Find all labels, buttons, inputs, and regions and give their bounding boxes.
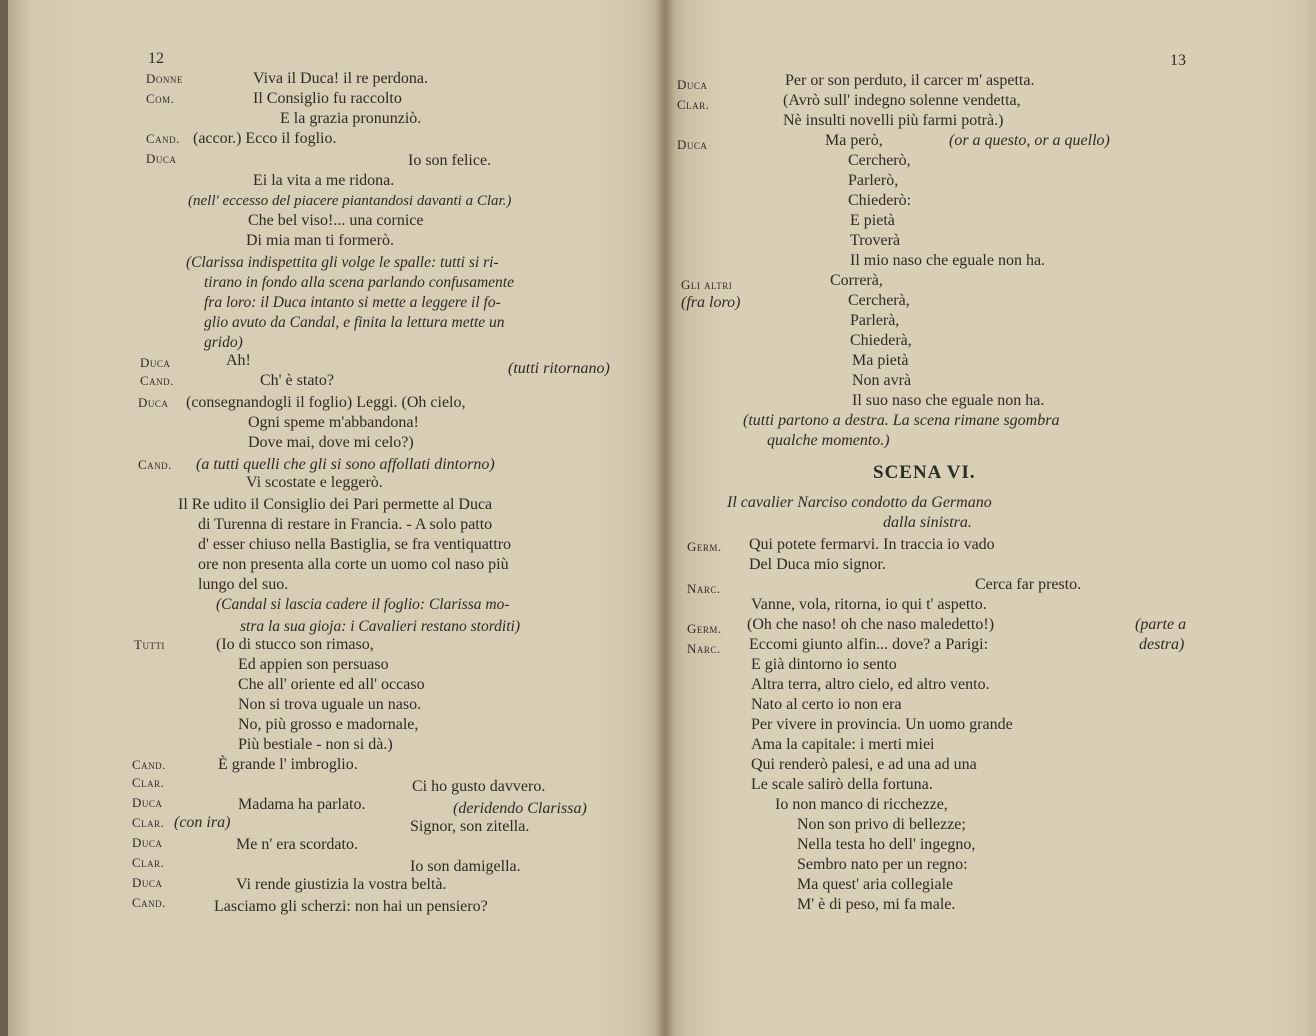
text-line: Parlerà,	[850, 312, 900, 329]
text-line: Che bel viso!... una cornice	[248, 212, 424, 229]
text-line: (consegnandogli il foglio) Leggi. (Oh cielo,	[186, 394, 466, 411]
speaker: Cand.	[132, 757, 166, 772]
speaker: Duca	[132, 835, 163, 850]
stage-direction: (con ira)	[174, 814, 231, 831]
stage-direction: (Candal si lascia cadere il foglio: Clarissa mo-	[216, 596, 510, 613]
scene-description: dalla sinistra.	[883, 514, 972, 531]
speaker: Clar.	[132, 855, 165, 870]
text-line: Ah!	[226, 352, 251, 369]
speaker: Cand.	[132, 895, 166, 910]
text-line: Parlerò,	[848, 172, 899, 189]
stage-direction: destra)	[1139, 636, 1185, 653]
text-line: E pietà	[850, 212, 895, 229]
speaker: Duca	[140, 355, 171, 370]
text-line: Qui renderò palesi, e ad una ad una	[751, 756, 977, 773]
speaker: Cand.	[138, 457, 172, 472]
text-line: Ma quest' aria collegiale	[797, 876, 954, 893]
text-line: Cercherò,	[848, 152, 911, 169]
speaker: Duca	[132, 875, 163, 890]
text-line: Per or son perduto, il carcer m' aspetta.	[785, 72, 1035, 89]
stage-direction: glio avuto da Candal, e finita la lettura mette un	[204, 314, 505, 331]
stage-direction: (parte a	[1135, 616, 1187, 633]
speaker: Duca	[146, 151, 177, 166]
text-line: Nè insulti novelli più farmi potrà.)	[783, 112, 1004, 129]
book-cover-edge	[0, 0, 8, 1036]
speaker: Narc.	[687, 641, 721, 656]
text-line: ore non presenta alla corte un uomo col naso più	[198, 556, 509, 573]
text-line: Ma pietà	[852, 352, 909, 369]
speaker: Tutti	[134, 637, 165, 652]
text-line: Vanne, vola, ritorna, io qui t' aspetto.	[751, 596, 987, 613]
text-line: Cerca far presto.	[975, 576, 1082, 593]
text-line: No, più grosso e madornale,	[238, 716, 419, 733]
stage-direction: (Clarissa indispettita gli volge le spalle: tutti si ri-	[186, 254, 499, 271]
speaker: Com.	[146, 91, 175, 106]
text-line: Nella testa ho dell' ingegno,	[797, 836, 976, 853]
text-line: Le scale salirò della fortuna.	[751, 776, 933, 793]
scene-description: Il cavalier Narciso condotto da Germano	[727, 494, 992, 511]
text-line: (Io di stucco son rimaso,	[216, 636, 374, 653]
stage-direction: (fra loro)	[681, 294, 741, 311]
text-line: Ogni speme m'abbandona!	[248, 414, 419, 431]
speaker: Clar.	[132, 815, 165, 830]
text-line: Ma però,	[825, 132, 883, 149]
left-page	[8, 0, 665, 1036]
text-line: Del Duca mio signor.	[749, 556, 886, 573]
text-line: Altra terra, altro cielo, ed altro vento.	[751, 676, 990, 693]
text-line: Ci ho gusto davvero.	[412, 778, 546, 795]
speaker: Clar.	[677, 97, 710, 112]
text-line: Cercherà,	[848, 292, 910, 309]
speaker: Duca	[132, 795, 163, 810]
text-line: Non avrà	[852, 372, 912, 389]
text-line: Chiederò:	[848, 192, 912, 209]
text-line: Il suo naso che eguale non ha.	[852, 392, 1045, 409]
text-line: Non son privo di bellezze;	[797, 816, 966, 833]
text-line: Sembro nato per un regno:	[797, 856, 968, 873]
text-line: Di mia man ti formerò.	[246, 232, 394, 249]
text-line: Ama la capitale: i merti miei	[751, 736, 935, 753]
stage-direction: (or a questo, or a quello)	[949, 132, 1110, 149]
page-number: 13	[1170, 52, 1186, 69]
text-line: Me n' era scordato.	[236, 836, 358, 853]
stage-direction: (nell' eccesso del piacere piantandosi davanti a Clar.)	[188, 193, 512, 209]
text-line: Per vivere in provincia. Un uomo grande	[751, 716, 1013, 733]
text-line: E già dintorno io sento	[751, 656, 897, 673]
right-page	[665, 0, 1316, 1036]
text-line: Ed appien son persuaso	[238, 656, 389, 673]
speaker: Gli altri	[681, 277, 733, 292]
text-line: Troverà	[850, 232, 901, 249]
text-line: (accor.) Ecco il foglio.	[193, 130, 337, 147]
text-line: Io son damigella.	[410, 858, 521, 875]
text-line: d' esser chiuso nella Bastiglia, se fra ventiquattro	[198, 536, 512, 553]
text-line: Lasciamo gli scherzi: non hai un pensiero?	[214, 898, 488, 915]
stage-direction: fra loro: il Duca intanto si mette a leggere il fo-	[204, 294, 501, 311]
stage-direction: (deridendo Clarissa)	[453, 800, 587, 817]
text-line: È grande l' imbroglio.	[218, 756, 358, 773]
text-line: Madama ha parlato.	[238, 796, 366, 813]
stage-direction: grido)	[204, 334, 243, 351]
text-line: Che all' oriente ed all' occaso	[238, 676, 425, 693]
text-line: Io son felice.	[408, 152, 492, 169]
text-line: (Avrò sull' indegno solenne vendetta,	[783, 92, 1021, 109]
speaker: Duca	[677, 137, 708, 152]
speaker: Germ.	[687, 539, 722, 554]
text-line: Vi rende giustizia la vostra beltà.	[236, 876, 447, 893]
stage-direction: (tutti partono a destra. La scena rimane sgombra	[743, 412, 1060, 429]
page-number: 12	[148, 50, 164, 67]
text-line: Non si trova uguale un naso.	[238, 696, 422, 713]
stage-direction: qualche momento.)	[767, 432, 890, 449]
text-line: Eccomi giunto alfin... dove? a Parigi:	[749, 636, 989, 653]
stage-direction: stra la sua gioja: i Cavalieri restano storditi)	[240, 618, 521, 635]
text-line: E la grazia pronunziò.	[280, 110, 422, 127]
book-gutter	[655, 0, 675, 1036]
stage-direction: (tutti ritornano)	[508, 360, 610, 377]
text-line: Vi scostate e leggerò.	[246, 474, 383, 491]
text-line: Dove mai, dove mi celo?)	[248, 434, 414, 451]
speaker: Germ.	[687, 621, 722, 636]
text-line: Ch' è stato?	[260, 372, 334, 389]
text-line: lungo del suo.	[198, 576, 289, 593]
text-line: Signor, son zitella.	[410, 818, 530, 835]
text-line: Nato al certo io non era	[751, 696, 902, 713]
speaker: Duca	[677, 77, 708, 92]
text-line: di Turenna di restare in Francia. - A solo patto	[198, 516, 493, 533]
stage-direction: (a tutti quelli che gli si sono affollati dintorno)	[196, 456, 495, 473]
text-line: Il Re udito il Consiglio dei Pari permette al Duca	[178, 496, 493, 513]
text-line: Correrà,	[830, 272, 883, 289]
speaker: Cand.	[140, 373, 174, 388]
text-line: (Oh che naso! oh che naso maledetto!)	[747, 616, 995, 633]
text-line: Qui potete fermarvi. In traccia io vado	[749, 536, 995, 553]
text-line: Viva il Duca! il re perdona.	[253, 70, 428, 87]
text-line: Il mio naso che eguale non ha.	[850, 252, 1046, 269]
stage-direction: tirano in fondo alla scena parlando confusamente	[204, 274, 514, 291]
text-line: Io non manco di ricchezze,	[775, 796, 948, 813]
text-line: Ei la vita a me ridona.	[253, 172, 395, 189]
text-line: Chiederà,	[850, 332, 912, 349]
speaker: Duca	[138, 395, 169, 410]
text-line: Il Consiglio fu raccolto	[253, 90, 402, 107]
speaker: Narc.	[687, 581, 721, 596]
text-line: M' è di peso, mi fa male.	[797, 896, 956, 913]
speaker: Cand.	[146, 131, 180, 146]
speaker: Clar.	[132, 775, 165, 790]
text-line: Più bestiale - non si dà.)	[238, 736, 393, 753]
speaker: Donne	[146, 71, 183, 86]
scene-heading: SCENA VI.	[873, 462, 976, 483]
